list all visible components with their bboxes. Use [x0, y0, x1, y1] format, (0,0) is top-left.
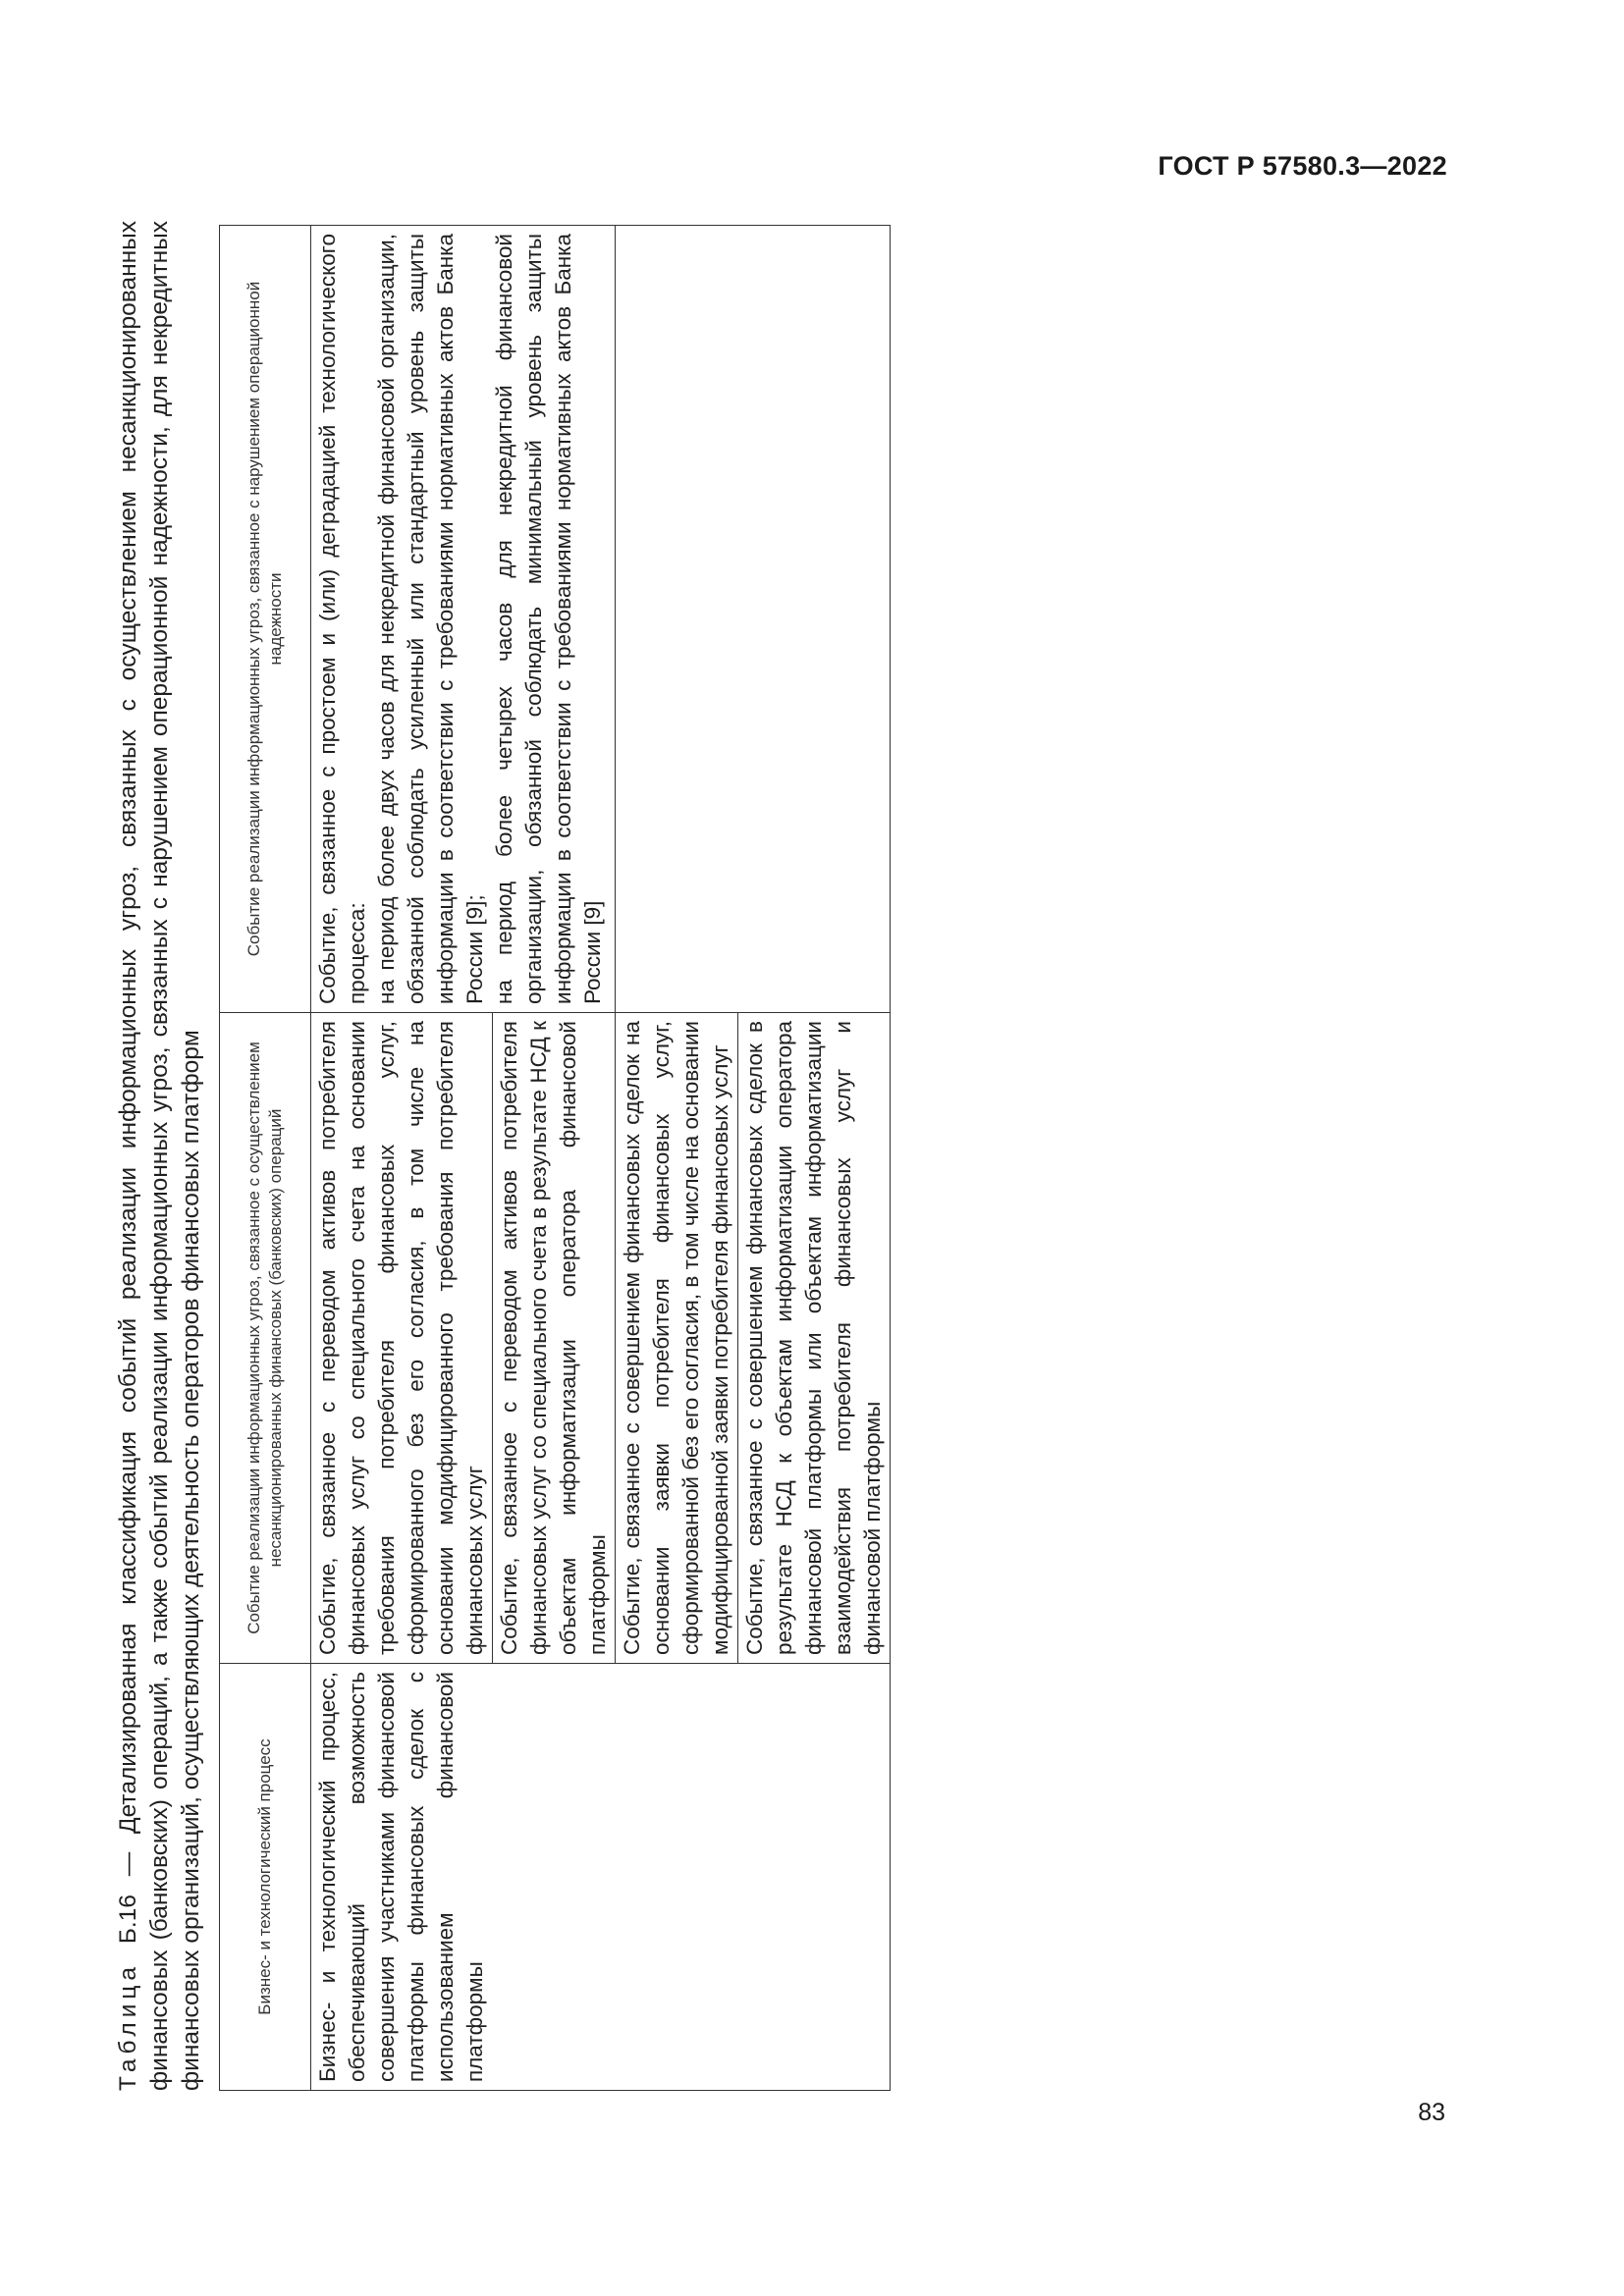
unauthorized-event-cell: Событие, связанное с переводом активов потребителя финансовых услуг со специального счета в результате НСД к объектам информатизации оператора финансовой платформы	[493, 1013, 616, 1664]
standard-code: ГОСТ Р 57580.3—2022	[1158, 151, 1447, 181]
reliability-event-cell	[311, 226, 616, 1013]
rotated-table-block	[113, 221, 987, 2091]
page-number: 83	[1418, 2099, 1445, 2126]
caption-label: Таблица	[115, 1961, 141, 2091]
empty-reliability-cell	[616, 226, 891, 1013]
reliability-paragraph: на период более двух часов для некредитной финансовой организации, обязанной соблюдать усиленный или стандартный уровень защиты информации в соответствии с требованиями нормативных актов Банка России [9];	[374, 234, 487, 1004]
header-operational-reliability: Событие реализации информационных угроз, связанное с нарушением операционной надежности	[220, 226, 311, 1013]
reliability-paragraph: Событие, связанное с простоем и (или) деградацией технологического процесса:	[315, 234, 369, 1004]
unauthorized-event-cell: Событие, связанное с совершением финансовых сделок в результате НСД к объектам информатизации оператора финансовой платформы или объектам информатизации взаимодействия потребителя финансовых услуг и финансовой платформы	[738, 1013, 891, 1664]
caption-text: Б.16 — Детализированная классификация событий реализации информационных угроз, связанных с осуществлением несанкционированных финансовых (банковских) операций, а также событий реализации информационных угроз, связанных с нарушением операционной надежности, для некредитных финансовых организаций, осуществляющих деятельность операторов финансовых платформ	[115, 221, 204, 2091]
reliability-paragraph: на период более четырех часов для некредитной финансовой организации, обязанной соблюдать минимальный уровень защиты информации в соответствии с требованиями нормативных актов Банка России [9]	[492, 234, 605, 1004]
table-header-row	[220, 226, 311, 2091]
table-caption	[113, 221, 211, 2091]
header-unauthorized-ops: Событие реализации информационных угроз, связанное с осуществлением несанкционированных финансовых (банковских) операций	[220, 1013, 311, 1664]
header-process: Бизнес- и технологический процесс	[220, 1664, 311, 2091]
table-row	[311, 226, 493, 2091]
process-cell: Бизнес- и технологический процесс, обеспечивающий возможность совершения участниками финансовой платформы финансовых сделок с использованием финансовой платформы	[311, 1664, 891, 2091]
unauthorized-event-cell: Событие, связанное с переводом активов потребителя финансовых услуг со специального счета на основании требования потребителя финансовых услуг, сформированного без его согласия, в том числе на основании модифицированного требования потребителя финансовых услуг	[311, 1013, 493, 1664]
unauthorized-event-cell: Событие, связанное с совершением финансовых сделок на основании заявки потребителя финансовых услуг, сформированной без его согласия, в том числе на основании модифицированной заявки потребителя финансовых услуг	[616, 1013, 738, 1664]
classification-table	[219, 225, 891, 2091]
